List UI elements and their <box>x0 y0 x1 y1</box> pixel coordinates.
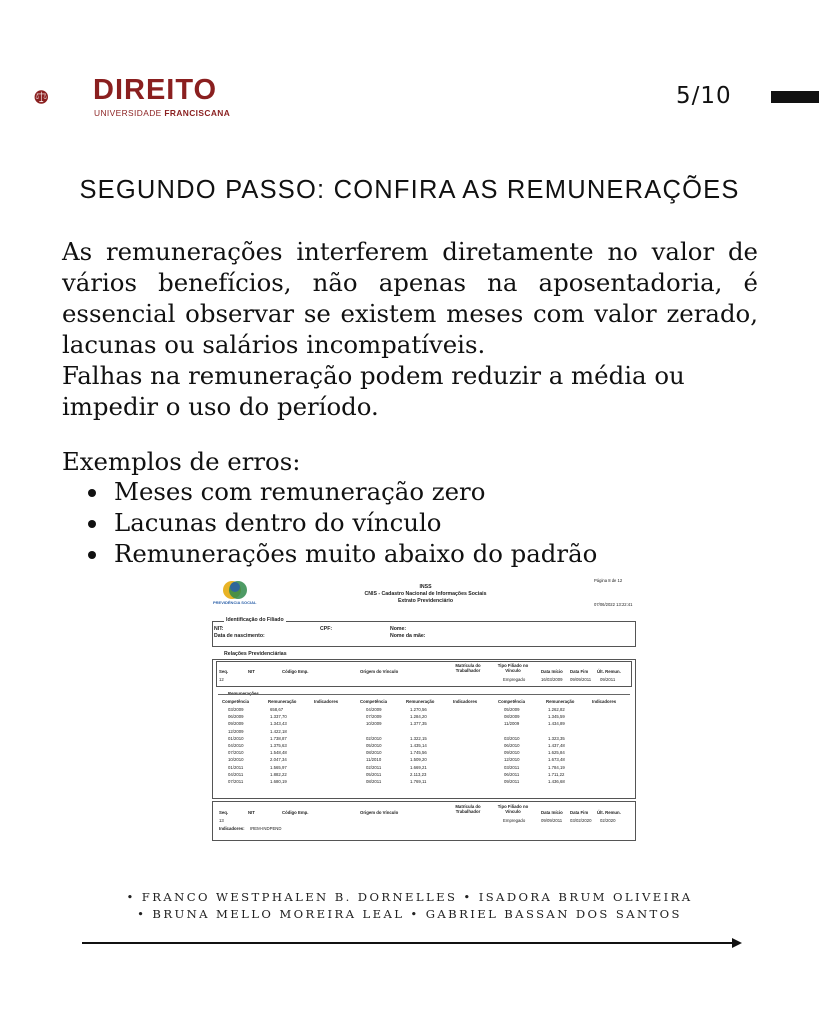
rem-cell: 1.436,68 <box>548 779 565 785</box>
rem-column-comp-1 <box>228 706 244 785</box>
v2-fim: 03/02/2020 <box>570 818 592 823</box>
rem-cell: 08/2009 <box>504 714 520 720</box>
rem-cell: 03/2009 <box>228 707 244 712</box>
vh-nit: NIT <box>248 669 255 674</box>
remuneracoes-label: Remunerações <box>228 691 259 696</box>
rem-cell: 2.047,34 <box>270 757 287 763</box>
rem-cell: 1.375,63 <box>270 743 287 749</box>
rem-cell: 1.769,11 <box>410 779 427 785</box>
page-title: SEGUNDO PASSO: CONFIRA AS REMUNERAÇÕES <box>79 176 740 204</box>
rem-cell: 1.270,56 <box>410 707 427 712</box>
rem-cell: 04/2009 <box>366 707 382 712</box>
indicadores-label: Indicadores: <box>219 826 245 831</box>
rem-cell: 1.548,48 <box>270 750 287 756</box>
arrow-right-icon <box>82 936 742 950</box>
mae-label: Nome da mãe: <box>390 633 426 639</box>
vh-matricula: Matrícula do Trabalhador <box>455 663 481 673</box>
rem-cell: 01/2010 <box>228 735 244 741</box>
rh-comp-3: Competência <box>498 699 525 704</box>
v2h-nit: NIT <box>248 810 255 815</box>
rem-cell: 1.284,20 <box>410 714 427 720</box>
examples-list <box>82 476 597 569</box>
v2h-origem: Origem do Vínculo <box>360 810 399 815</box>
vinculo-header-box <box>216 661 632 687</box>
v1-fim: 09/09/2011 <box>570 677 592 682</box>
rem-cell: 09/2011 <box>504 779 520 785</box>
brand-subtitle: UNIVERSIDADE FRANCISCANA <box>94 108 231 118</box>
rh-rem-3: Remuneração <box>546 699 575 704</box>
rem-cell: 2.113,23 <box>410 771 427 777</box>
relacoes-heading: Relações Previdenciárias <box>224 651 287 657</box>
doc-header-1: INSS <box>419 584 432 590</box>
rh-rem-1: Remuneração <box>268 699 297 704</box>
v1-ult: 09/2011 <box>600 677 616 682</box>
v2h-matricula: Matrícula do Trabalhador <box>455 804 481 814</box>
filiado-heading: Identificação do Filiado <box>226 617 284 623</box>
rh-comp-2: Competência <box>360 699 387 704</box>
rem-column-val-3 <box>548 706 565 785</box>
rem-cell: 1.343,43 <box>270 721 287 727</box>
rem-cell: 1.784,19 <box>548 764 565 770</box>
rem-cell: 02/2010 <box>366 735 382 741</box>
rem-cell: 1.377,35 <box>410 721 427 727</box>
v1-seq: 12 <box>219 677 224 682</box>
doc-page-label: Página 8 de 12 <box>594 578 623 583</box>
rem-cell: 03/2010 <box>504 735 520 741</box>
rem-cell: 1.422,18 <box>270 728 287 734</box>
rem-cell: 02/2011 <box>366 764 382 770</box>
rem-cell <box>548 728 565 735</box>
rem-cell <box>504 728 520 735</box>
v2h-codigo: Código Emp. <box>282 810 309 815</box>
rem-cell: 1.437,48 <box>548 743 565 749</box>
cpf-label: CPF: <box>320 626 333 632</box>
rh-rem-2: Remuneração <box>406 699 435 704</box>
examples-heading: Exemplos de erros: <box>62 447 301 476</box>
rem-cell: 09/2009 <box>228 721 244 727</box>
rem-cell: 07/2010 <box>228 750 244 756</box>
vh-codigo: Código Emp. <box>282 669 309 674</box>
v1-tipo: Empregado <box>503 677 526 682</box>
rem-cell: 04/2011 <box>228 771 244 777</box>
rem-cell: 1.262,82 <box>548 707 565 712</box>
rem-cell: 11/2009 <box>504 721 520 727</box>
rem-cell: 01/2011 <box>228 764 244 770</box>
rem-cell: 1.435,14 <box>410 743 427 749</box>
rh-ind-2: Indicadores <box>453 699 478 704</box>
rh-comp-1: Competência <box>222 699 249 704</box>
v2h-seq: Seq. <box>219 810 229 815</box>
vh-origem: Origem do Vínculo <box>360 669 399 674</box>
rem-cell: 1.322,15 <box>410 735 427 741</box>
rem-cell: 06/2010 <box>504 743 520 749</box>
rem-column-val-2 <box>410 706 427 785</box>
rem-cell: 05/2011 <box>366 771 382 777</box>
rem-cell: 07/2011 <box>228 779 244 785</box>
v2-inicio: 09/09/2011 <box>541 818 563 823</box>
list-item: Remunerações muito abaixo do padrão <box>82 538 597 569</box>
rem-cell: 658,67 <box>270 707 284 712</box>
doc-timestamp: 07/06/2022 13:22:41 <box>594 602 633 607</box>
rem-cell: 07/2009 <box>366 714 382 720</box>
rem-cell: 1.738,87 <box>270 735 287 741</box>
paragraph-2: Falhas na remuneração podem reduzir a média ou impedir o uso do período. <box>62 361 685 421</box>
nit-label: NIT: <box>214 626 224 632</box>
v2h-ult: Últ. Remun. <box>597 810 621 815</box>
rem-cell: 1.345,59 <box>548 714 565 720</box>
rem-cell <box>366 728 382 735</box>
remuneracoes-divider <box>218 694 630 695</box>
rem-cell: 08/2011 <box>366 779 382 785</box>
rem-cell: 09/2010 <box>504 750 520 756</box>
vh-seq: Seq. <box>219 669 229 674</box>
v2h-inicio: Data Início <box>541 810 563 815</box>
list-item: Meses com remuneração zero <box>82 476 597 507</box>
rem-column-comp-3 <box>504 706 520 785</box>
vh-ult: Últ. Remun. <box>597 669 621 674</box>
v2-tipo: Empregado <box>503 818 526 823</box>
rem-cell: 1.509,20 <box>410 757 427 763</box>
v2h-tipo: Tipo Filiado no Vínculo <box>497 804 529 814</box>
vh-tipo: Tipo Filiado no Vínculo <box>497 663 529 673</box>
page-indicator: 5/10 <box>676 83 732 109</box>
rem-cell <box>410 728 427 735</box>
rem-cell: 12/2010 <box>504 757 520 763</box>
rem-cell: 06/2009 <box>228 714 244 720</box>
cnis-document-image <box>210 575 641 843</box>
rem-column-comp-2 <box>366 706 382 785</box>
rem-cell: 12/2009 <box>228 728 244 734</box>
indicadores-value: IREM-INDPEND <box>250 826 282 831</box>
rem-cell: 1.565,97 <box>270 764 287 770</box>
rh-ind-1: Indicadores <box>314 699 339 704</box>
rem-cell: 10/2010 <box>228 757 244 763</box>
rh-ind-3: Indicadores <box>592 699 617 704</box>
rem-cell: 1.711,22 <box>548 771 565 777</box>
vh-inicio: Data Início <box>541 669 563 674</box>
doc-logo-text: PREVIDÊNCIA SOCIAL <box>213 600 257 605</box>
list-item: Lacunas dentro do vínculo <box>82 507 597 538</box>
page-bar-decoration <box>771 91 819 103</box>
rem-cell: 03/2011 <box>504 764 520 770</box>
v2-ult: 02/2020 <box>600 818 616 823</box>
rem-cell: 05/2010 <box>366 743 382 749</box>
rem-cell: 1.323,35 <box>548 735 565 741</box>
nascimento-label: Data de nascimento: <box>214 633 265 639</box>
v2h-fim: Data Fim <box>570 810 589 815</box>
rem-cell: 05/2009 <box>504 707 520 712</box>
rem-cell: 06/2011 <box>504 771 520 777</box>
v1-inicio: 16/03/2009 <box>541 677 563 682</box>
rem-cell: 1.669,21 <box>410 764 427 770</box>
rem-cell: 1.882,22 <box>270 771 287 777</box>
rem-cell: 1.673,48 <box>548 757 565 763</box>
authors-line-2: • BRUNA MELLO MOREIRA LEAL • GABRIEL BASSAN DOS SANTOS <box>137 907 682 921</box>
rem-column-val-1 <box>270 706 287 785</box>
rem-cell: 11/2010 <box>366 757 382 763</box>
doc-header-2: CNIS - Cadastro Nacional de Informações Sociais <box>364 591 487 597</box>
scales-of-justice-icon <box>34 72 90 122</box>
rem-cell: 1.625,84 <box>548 750 565 756</box>
paragraph-1: As remunerações interferem diretamente no valor de vários benefícios, não apenas na aposentadoria, é essencial observar se existem meses com valor zerado, lacunas ou salários incompatíveis. <box>62 237 758 359</box>
rem-cell: 1.337,70 <box>270 714 287 720</box>
v2-seq: 13 <box>219 818 224 823</box>
rem-cell: 1.745,56 <box>410 750 427 756</box>
rem-cell: 08/2010 <box>366 750 382 756</box>
body-text <box>62 236 758 422</box>
doc-header-3: Extrato Previdenciário <box>397 598 454 604</box>
brand-name: DIREITO <box>93 74 218 106</box>
nome-label: Nome: <box>390 626 407 632</box>
vh-fim: Data Fim <box>570 669 589 674</box>
authors-line-1: • FRANCO WESTPHALEN B. DORNELLES • ISADORA BRUM OLIVEIRA <box>126 890 693 904</box>
rem-cell: 1.434,89 <box>548 721 565 727</box>
rem-cell: 1.680,19 <box>270 779 287 785</box>
rem-cell: 04/2010 <box>228 743 244 749</box>
rem-cell: 10/2009 <box>366 721 382 727</box>
